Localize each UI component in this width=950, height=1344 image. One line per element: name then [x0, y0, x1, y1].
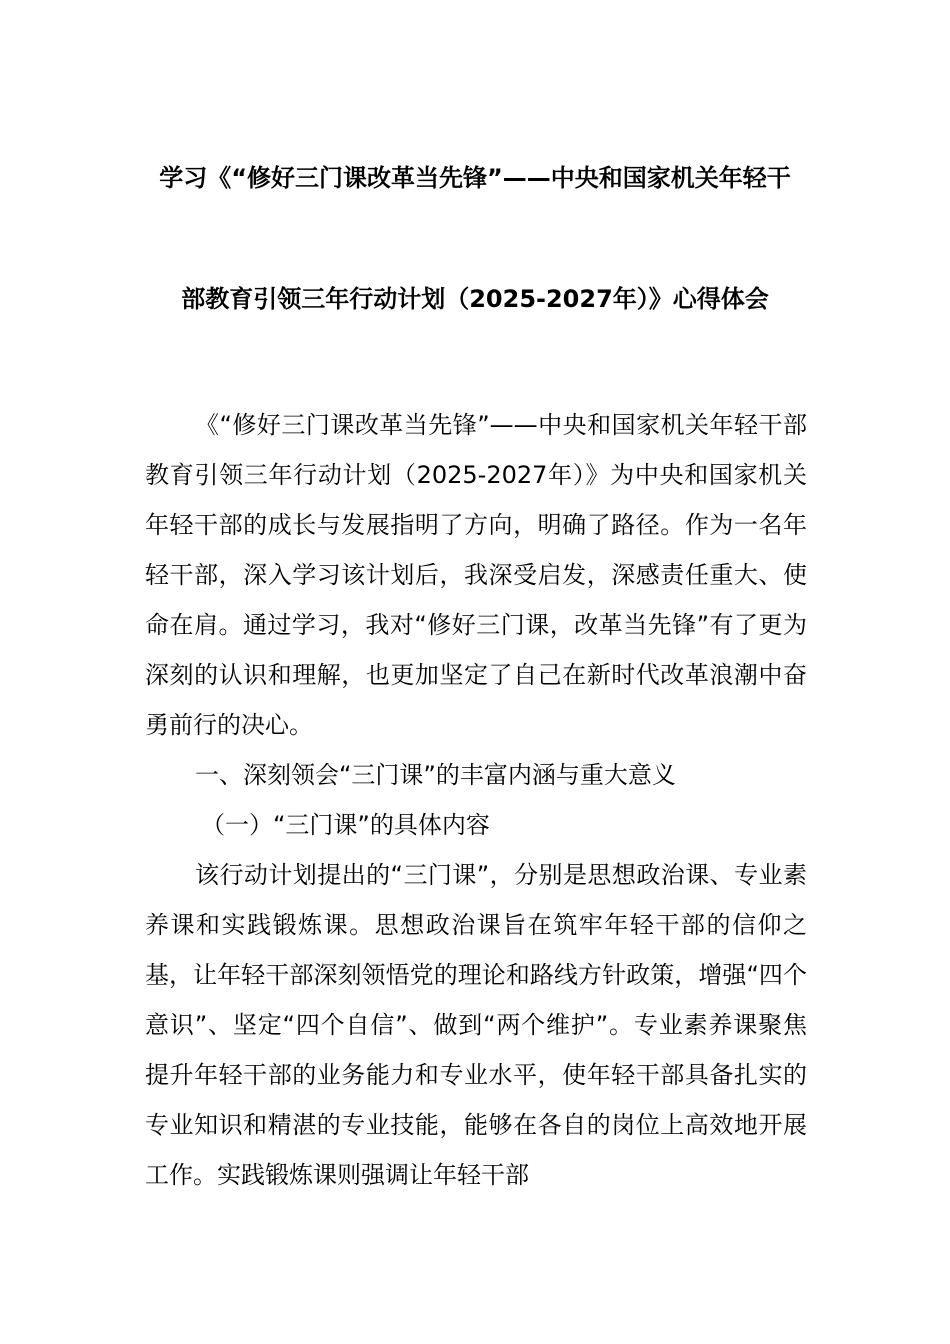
subsection-heading-1: （一）“三门课”的具体内容 [201, 811, 490, 839]
document-title-line-2: 部教育引领三年行动计划（2025-2027年）》心得体会 [181, 285, 769, 313]
section-heading-1: 一、深刻领会“三门课”的丰富内涵与重大意义 [195, 761, 676, 789]
document-body [145, 400, 807, 1200]
document-title-line-1: 学习《“修好三门课改革当先锋”——中央和国家机关年轻干 [159, 164, 791, 192]
body-paragraph: 该行动计划提出的“三门课”，分别是思想政治课、专业素养课和实践锻炼课。思想政治课旨在筑牢年轻干部的信仰之基，让年轻干部深刻领悟党的理论和路线方针政策，增强“四个意识”、坚定“四个自信”、做到“两个维护”。专业素养课聚焦提升年轻干部的业务能力和专业水平，使年轻干部具备扎实的专业知识和精湛的专业技能，能够在各自的岗位上高效地开展工作。实践锻炼课则强调让年轻干部 [145, 861, 807, 1189]
intro-paragraph: 《“修好三门课改革当先锋”——中央和国家机关年轻干部教育引领三年行动计划（2025-2027年）》为中央和国家机关年轻干部的成长与发展指明了方向，明确了路径。作为一名年轻干部，深入学习该计划后，我深受启发，深感责任重大、使命在肩。通过学习，我对“修好三门课，改革当先锋”有了更为深刻的认识和理解，也更加坚定了自己在新时代改革浪潮中奋勇前行的决心。 [145, 411, 807, 739]
